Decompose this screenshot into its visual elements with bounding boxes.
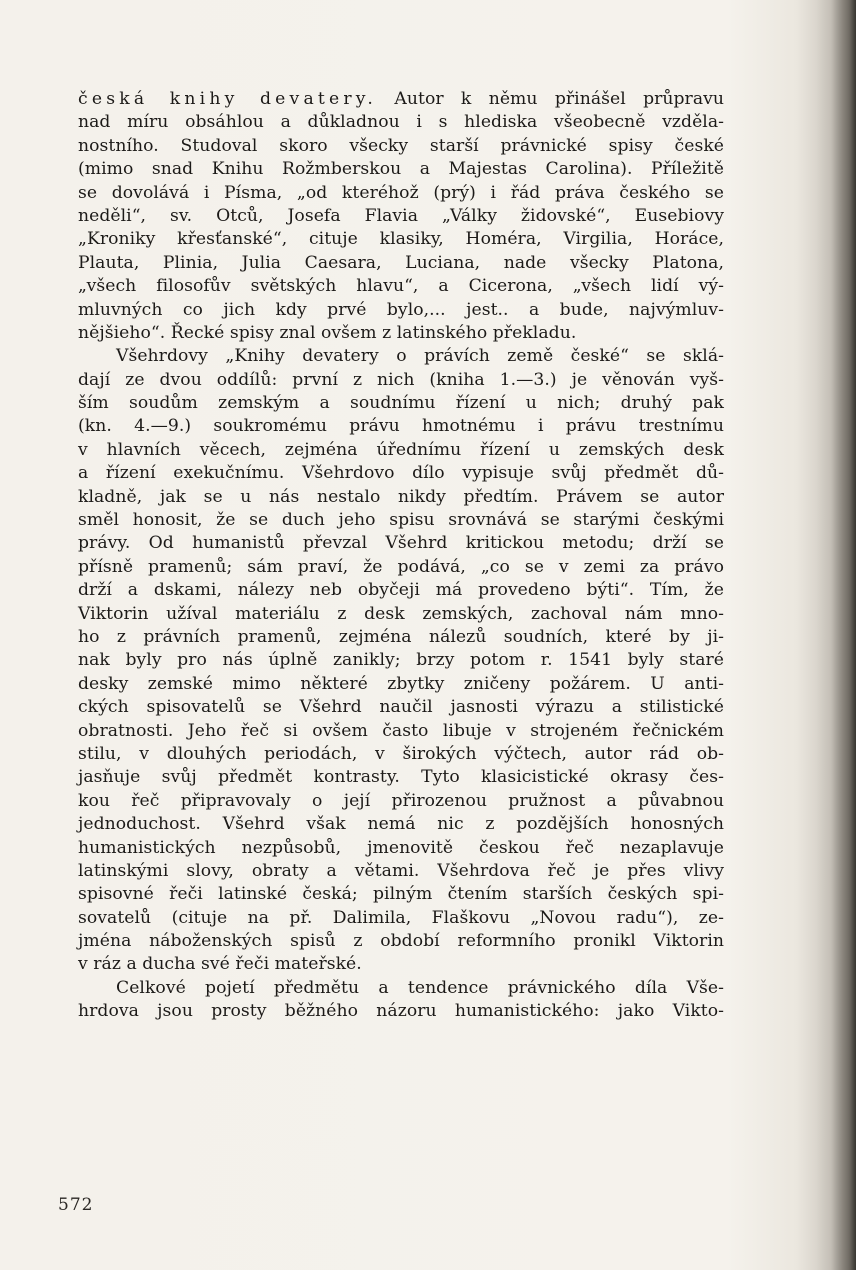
text-line: ším soudům zemským a soudnímu řízení u nich; druhý pak (78, 393, 724, 414)
paragraph-start: Celkové pojetí předmětu a tendence právnického díla Vše- (116, 977, 724, 998)
text-line: nějšieho“. Řecké spisy znal ovšem z latinského překladu. (78, 322, 577, 343)
text-line: hrdova jsou prosty běžného názoru humanistického: jako Vikto- (78, 1001, 724, 1022)
text-line: (kn. 4.—9.) soukromému právu hmotnému i právu trestnímu (78, 416, 724, 437)
paragraph-start: Všehrdovy „Knihy devatery o právích země české“ se sklá- (116, 346, 724, 367)
text-line: drží a dskami, nálezy neb obyčeji má provedeno býti“. Tím, že (78, 580, 724, 601)
text-line: Plauta, Plinia, Julia Caesara, Luciana, nade všecky Platona, (78, 252, 724, 273)
text-line: mluvných co jich kdy prvé bylo,... jest.. a bude, najvýmluv- (78, 299, 724, 320)
text-line: jasňuje svůj předmět kontrasty. Tyto klasicistické okrasy čes- (78, 767, 724, 788)
text-line: jednoduchost. Všehrd však nemá nic z pozdějších honosných (78, 814, 724, 835)
text-line: nostního. Studoval skoro všecky starší právnické spisy české (78, 135, 724, 156)
text-line: neděli“, sv. Otců, Josefa Flavia „Války židovské“, Eusebiovy (78, 205, 724, 226)
first-line-rest: Autor k němu přinášel průpravu (377, 89, 724, 109)
text-line: a řízení exekučnímu. Všehrdovo dílo vypisuje svůj předmět dů- (78, 463, 724, 484)
text-line: směl honosit, že se duch jeho spisu srovnává se starými českými (78, 510, 724, 531)
text-line: desky zemské mimo některé zbytky zničeny požárem. U anti- (78, 673, 724, 694)
text-line: sovatelů (cituje na př. Dalimila, Flaškovu „Novou radu“), ze- (78, 907, 724, 928)
spaced-title: česká knihy devatery. (78, 89, 378, 109)
text-line: se dovolává i Písma, „od kteréhož (prý) i řád práva českého se (78, 182, 724, 203)
text-line: jména náboženských spisů z období reformního pronikl Viktorin (78, 931, 724, 952)
text-line: stilu, v dlouhých periodách, v širokých výčtech, autor rád ob- (78, 743, 724, 764)
body-text (78, 88, 724, 1024)
text-line: kladně, jak se u nás nestalo nikdy předtím. Právem se autor (78, 486, 724, 507)
text-line: Viktorin užíval materiálu z desk zemských, zachoval nám mno- (78, 603, 724, 624)
text-line: přísně pramenů; sám praví, že podává, „co se v zemi za právo (78, 556, 724, 577)
text-line: nak byly pro nás úplně zanikly; brzy potom r. 1541 byly staré (78, 650, 724, 671)
text-line: v hlavních věcech, zejména úřednímu řízení u zemských desk (78, 439, 724, 460)
text-line: humanistických nezpůsobů, jmenovitě českou řeč nezaplavuje (78, 837, 724, 858)
text-line: latinskými slovy, obraty a větami. Všehrdova řeč je přes vlivy (78, 860, 724, 881)
text-line (78, 88, 724, 111)
text-line: právy. Od humanistů převzal Všehrd kritickou metodu; drží se (78, 533, 724, 554)
text-line: dají ze dvou oddílů: první z nich (kniha 1.—3.) je věnován vyš- (78, 369, 724, 390)
text-line: spisovné řeči latinské česká; pilným čtením starších českých spi- (78, 884, 724, 905)
text-line: (mimo snad Knihu Rožmberskou a Majestas Carolina). Příležitě (78, 159, 724, 180)
text-line: ho z právních pramenů, zejména nálezů soudních, které by ji- (78, 626, 724, 647)
text-line: v ráz a ducha své řeči mateřské. (78, 954, 362, 975)
page-number: 572 (58, 1195, 94, 1215)
text-line: nad míru obsáhlou a důkladnou i s hlediska všeobecně vzděla- (78, 112, 724, 133)
book-spine-shadow (816, 0, 856, 1270)
text-line: obratnosti. Jeho řeč si ovšem často libuje v strojeném řečnickém (78, 720, 724, 741)
text-line: ckých spisovatelů se Všehrd naučil jasnosti výrazu a stilistické (78, 697, 724, 718)
text-line: „všech filosofův světských hlavu“, a Cicerona, „všech lidí vý- (78, 276, 724, 297)
text-line: „Kroniky křesťanské“, cituje klasiky, Homéra, Virgilia, Horáce, (78, 229, 724, 250)
text-line: kou řeč připravovaly o její přirozenou pružnost a půvabnou (78, 790, 724, 811)
